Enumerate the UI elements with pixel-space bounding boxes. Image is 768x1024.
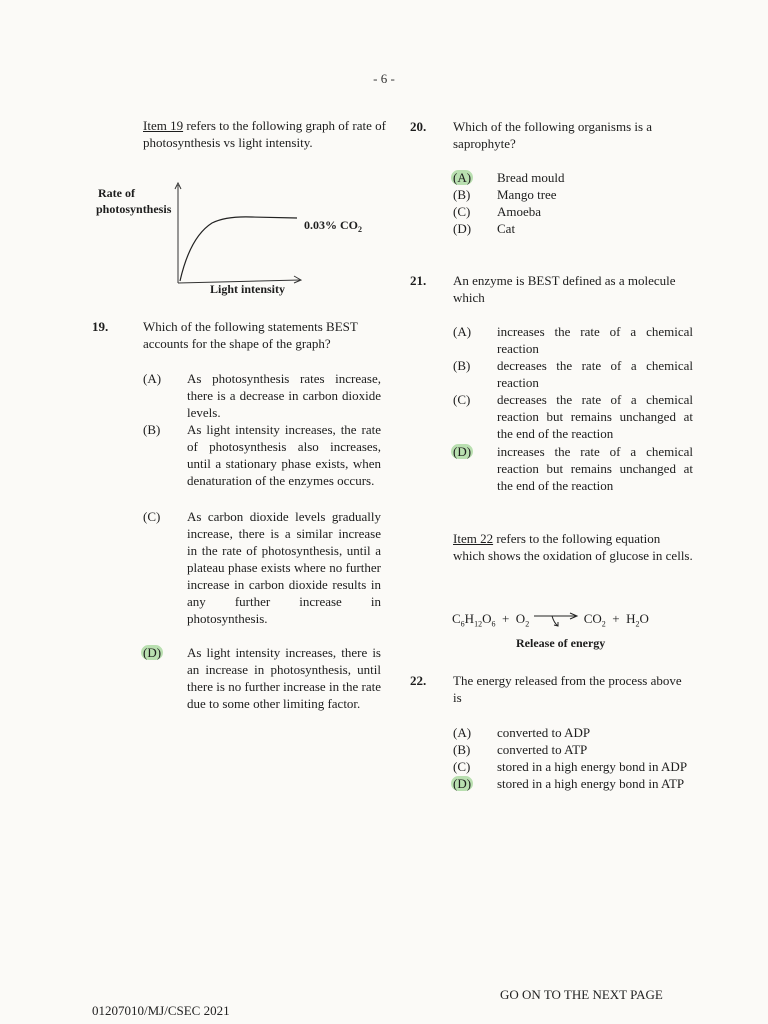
q22-option-b-letter: (B) — [453, 742, 471, 757]
q21-option-a[interactable] — [453, 323, 693, 357]
graph-ylabel-line1: Rate of — [98, 186, 135, 200]
graph-ylabel-line2: photosynthesis — [96, 202, 172, 216]
q20-option-a-text: Bread mould — [497, 170, 565, 185]
q21-option-c-text: decreases the rate of a chemical reaction but remains unchanged at the end of the reaction — [497, 392, 693, 441]
page-number: - 6 - — [373, 71, 395, 86]
q20-number: 20. — [410, 119, 427, 134]
q21-option-d-letter: (D) — [453, 444, 472, 459]
q22-stem: The energy released from the process above is — [453, 673, 682, 705]
q20-option-b-text: Mango tree — [497, 187, 557, 202]
item19-ref: Item 19 — [143, 118, 184, 133]
q21-option-b-text: decreases the rate of a chemical reaction — [497, 358, 693, 390]
eq-oxygen: $O_2$ — [515, 611, 530, 629]
eq-glucose: $C_6H_{12}O_6$ — [452, 611, 496, 629]
q19-option-c-text: As carbon dioxide levels gradually increase, there is a similar increase in the rate of photosynthesis, until a plateau phase exists where no further increase in carbon dioxide results in any further increase in photosynthesis. — [187, 509, 381, 626]
q20-option-a-letter: (A) — [453, 170, 472, 185]
q19-option-c[interactable] — [143, 508, 381, 627]
q19-option-b-letter: (B) — [143, 422, 161, 437]
q21-option-d[interactable] — [453, 443, 693, 494]
graph-xlabel: Light intensity — [210, 282, 286, 296]
q19-option-b-text: As light intensity increases, the rate of photosynthesis also increases, until a stationary phase exists, when denaturation of the enzymes occurs. — [187, 422, 381, 488]
q22-option-d[interactable] — [453, 775, 684, 792]
q22-option-d-letter: (D) — [453, 776, 472, 791]
footer-next-page: GO ON TO THE NEXT PAGE — [500, 987, 663, 1002]
q19-number: 19. — [92, 319, 109, 334]
graph-curve — [180, 217, 297, 281]
photosynthesis-graph — [92, 175, 382, 300]
q22-option-c-text: stored in a high energy bond in ADP — [497, 759, 688, 774]
q19-option-d-letter: (D) — [143, 645, 162, 660]
q19-option-d-text: As light intensity increases, there is an increase in photosynthesis, until there is no further increase in the rate due to some other limiting factor. — [187, 645, 381, 711]
q19-option-d[interactable] — [143, 644, 381, 712]
q22-option-b-text: converted to ATP — [497, 742, 588, 757]
q20-option-d-letter: (D) — [453, 221, 472, 236]
item22-ref: Item 22 — [453, 531, 494, 546]
q21-option-d-text: increases the rate of a chemical reaction but remains unchanged at the end of the reaction — [497, 444, 693, 493]
eq-arrow — [532, 611, 580, 629]
q19-option-c-letter: (C) — [143, 509, 161, 524]
q20-option-d-text: Cat — [497, 221, 516, 236]
eq-water: $H_2O$ — [626, 611, 649, 629]
q21-option-c-letter: (C) — [453, 392, 471, 407]
q21-option-a-text: increases the rate of a chemical reaction — [497, 324, 693, 356]
footer-exam-code: 01207010/MJ/CSEC 2021 — [92, 1003, 230, 1018]
q19-stem: Which of the following statements BEST accounts for the shape of the graph? — [143, 319, 358, 351]
item22-intro-text: refers to the following equation which shows the oxidation of glucose in cells. — [453, 531, 693, 563]
glucose-equation — [452, 610, 692, 633]
q20-option-c-letter: (C) — [453, 204, 471, 219]
q22-option-c-letter: (C) — [453, 759, 471, 774]
q22-option-b[interactable] — [453, 741, 587, 758]
q22-option-a-letter: (A) — [453, 725, 472, 740]
eq-energy-label: Release of energy — [516, 636, 606, 650]
q21-stem: An enzyme is BEST defined as a molecule which — [453, 273, 676, 305]
eq-plus-2: + — [612, 611, 620, 626]
item22-intro — [453, 530, 693, 564]
item19-intro — [143, 117, 388, 151]
eq-co2: $CO_2$ — [583, 611, 606, 629]
q22-option-c[interactable] — [453, 758, 687, 775]
q22-option-a[interactable] — [453, 724, 590, 741]
q19-option-a-letter: (A) — [143, 371, 162, 386]
graph-curve-label: 0.03% $CO_2$ — [304, 218, 362, 234]
q21-option-a-letter: (A) — [453, 324, 472, 339]
q21-number: 21. — [410, 273, 427, 288]
q19-option-b[interactable] — [143, 421, 381, 489]
q19-option-a-text: As photosynthesis rates increase, there is a decrease in carbon dioxide levels. — [187, 371, 381, 420]
q22-option-a-text: converted to ADP — [497, 725, 591, 740]
q22-number: 22. — [410, 673, 427, 688]
q20-stem: Which of the following organisms is a saprophyte? — [453, 119, 653, 151]
q21-option-b-letter: (B) — [453, 358, 471, 373]
eq-plus-1: + — [501, 611, 510, 626]
q22-option-d-text: stored in a high energy bond in ATP — [497, 776, 685, 791]
q20-option-b-letter: (B) — [453, 187, 471, 202]
q20-option-c-text: Amoeba — [497, 204, 542, 219]
q21-option-c[interactable] — [453, 391, 693, 442]
q20-option-d[interactable] — [453, 220, 515, 237]
q21-option-b[interactable] — [453, 357, 693, 391]
q19-option-a[interactable] — [143, 370, 381, 421]
graph-x-arrow — [294, 276, 301, 283]
q20-option-c[interactable] — [453, 203, 541, 220]
q20-option-a[interactable] — [453, 169, 565, 186]
q20-option-b[interactable] — [453, 186, 557, 203]
item19-intro-text: refers to the following graph of rate of photosynthesis vs light intensity. — [143, 118, 386, 150]
